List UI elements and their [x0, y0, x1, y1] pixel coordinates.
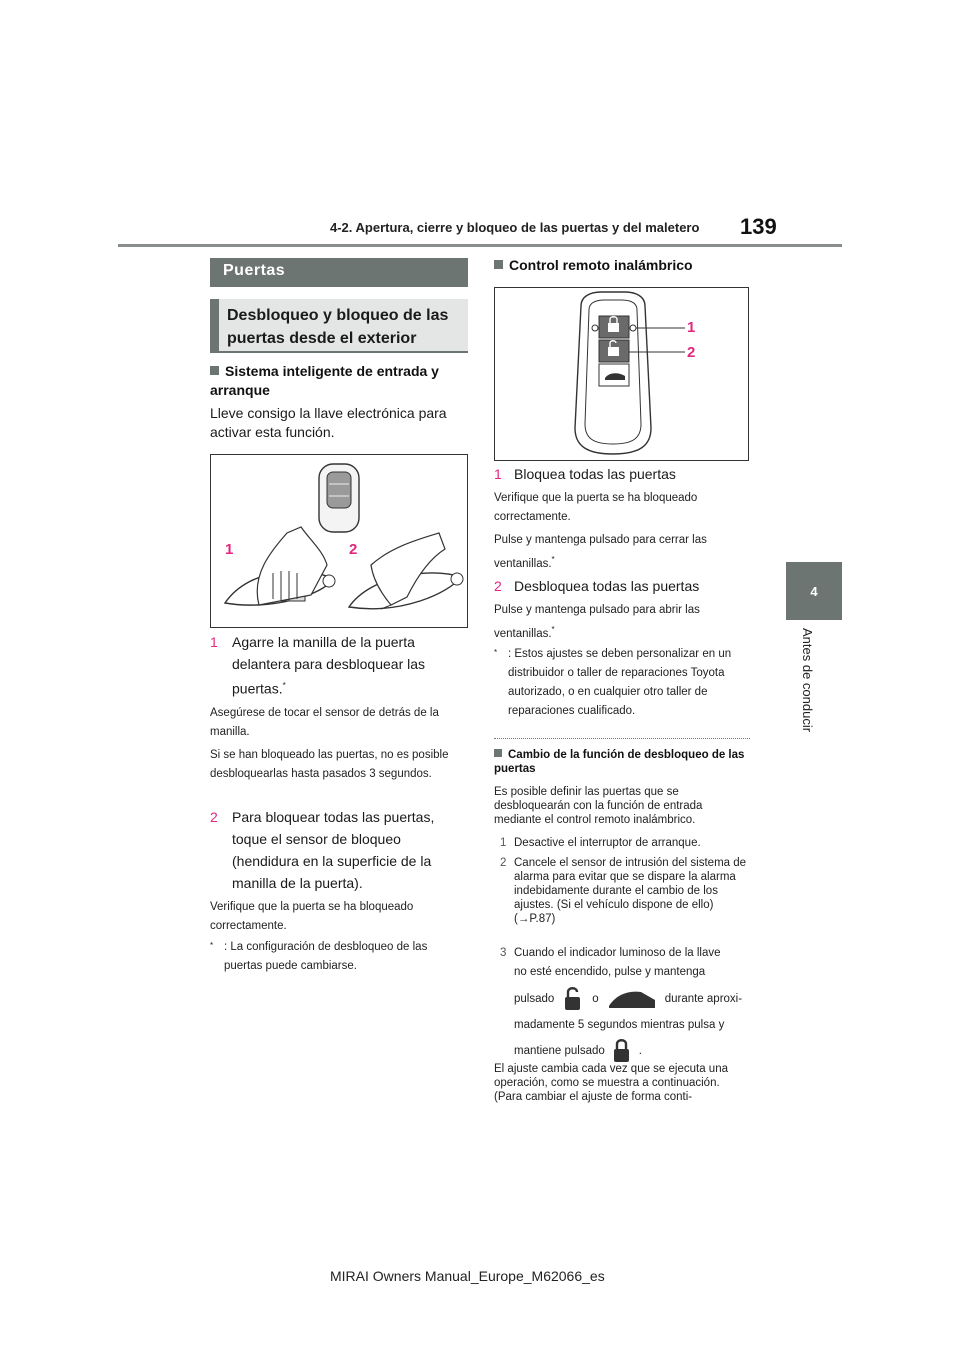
- change-heading: Cambio de la función de desbloqueo de las puertas: [494, 749, 745, 775]
- chapter-label: Antes de conducir: [800, 628, 815, 733]
- change-list-item-1: 1 Desactive el interruptor de arranque.: [500, 837, 701, 849]
- remote-step-2-note: Pulse y mantenga pulsado para abrir las ventanillas.*: [494, 604, 700, 640]
- chapter-tab: 4: [786, 562, 842, 620]
- remote-key-figure: [494, 287, 749, 461]
- figure-label-2: 2: [349, 541, 358, 558]
- door-handle-figure: [210, 454, 468, 628]
- door-handle-illustration: [211, 455, 467, 627]
- page-number: 139: [740, 214, 777, 239]
- change-body: Es posible definir las puertas que se desbloquearán con la función de entrada mediante el control remoto inalámbrico.: [494, 786, 703, 826]
- unlock-icon: [562, 986, 584, 1012]
- remote-key-illustration: [495, 288, 748, 460]
- closing-paragraph: El ajuste cambia cada vez que se ejecuta una operación, como se muestra a continuación. (Para cambiar el ajuste de forma conti-: [494, 1063, 728, 1103]
- left-footnote: * : La configuración de desbloqueo de las puertas puede cambiarse.: [210, 941, 428, 972]
- figure-label-1: 1: [225, 541, 234, 558]
- step-1-note-a: Asegúrese de tocar el sensor de detrás de la manilla.: [210, 707, 439, 738]
- running-header: 4-2. Apertura, cierre y bloqueo de las puertas y del maletero: [330, 220, 700, 235]
- remote-step-1-note-a: Verifique que la puerta se ha bloqueado correctamente.: [494, 492, 698, 523]
- header-divider: [118, 244, 842, 247]
- square-bullet-icon: [210, 366, 219, 375]
- step-2-left: 2 Para bloquear todas las puertas, toque el sensor de bloqueo (hendidura en la superficie de la manilla de la puerta).: [210, 809, 435, 891]
- square-bullet-icon: [494, 260, 503, 269]
- step-1-left: 1 Agarre la manilla de la puerta delantera para desbloquear las puertas.*: [210, 634, 426, 697]
- subsection-title: Desbloqueo y bloqueo de las puertas desde el exterior: [210, 299, 468, 353]
- trunk-icon: [607, 986, 657, 1012]
- step-1-right: 1 Bloquea todas las puertas: [494, 466, 676, 482]
- remote-step-1-note-b: Pulse y mantenga pulsado para cerrar las ventanillas.*: [494, 534, 707, 570]
- lock-icon: [611, 1038, 633, 1064]
- square-bullet-icon: [494, 749, 502, 757]
- step-1-note-b: Si se han bloqueado las puertas, no es posible desbloquearlas hasta pasados 3 segundos.: [210, 749, 449, 780]
- right-footnote: * : Estos ajustes se deben personalizar en un distribuidor o taller de reparaciones Toyota autorizado, o en cualquier otro taller de reparaciones cualificado.: [494, 648, 732, 717]
- figure-label-2: 2: [687, 344, 696, 361]
- smart-entry-heading: Sistema inteligente de entrada y arranque: [210, 363, 439, 398]
- step-2-note: Verifique que la puerta se ha bloqueado correctamente.: [210, 901, 414, 932]
- document-footer: MIRAI Owners Manual_Europe_M62066_es: [330, 1268, 605, 1284]
- smart-entry-body: Lleve consigo la llave electrónica para activar esta función.: [210, 405, 447, 440]
- figure-label-1: 1: [687, 319, 696, 336]
- section-title: Puertas: [210, 258, 468, 287]
- change-list-item-2: 2 Cancele el sensor de intrusión del sistema de alarma para evitar que se dispare la alarma indebidamente durante el cambio de los ajustes. (Si el vehículo dispone de ello) (→P.87): [500, 857, 747, 925]
- section-divider: [494, 738, 750, 739]
- remote-heading: Control remoto inalámbrico: [494, 256, 750, 275]
- step-2-right: 2 Desbloquea todas las puertas: [494, 578, 700, 594]
- change-list-item-3: 3 Cuando el indicador luminoso de la llave no esté encendido, pulse y mantenga pulsado o durante aproxi- madamente 5 segundos mientras pulsa y mantiene pulsado .: [514, 944, 750, 1067]
